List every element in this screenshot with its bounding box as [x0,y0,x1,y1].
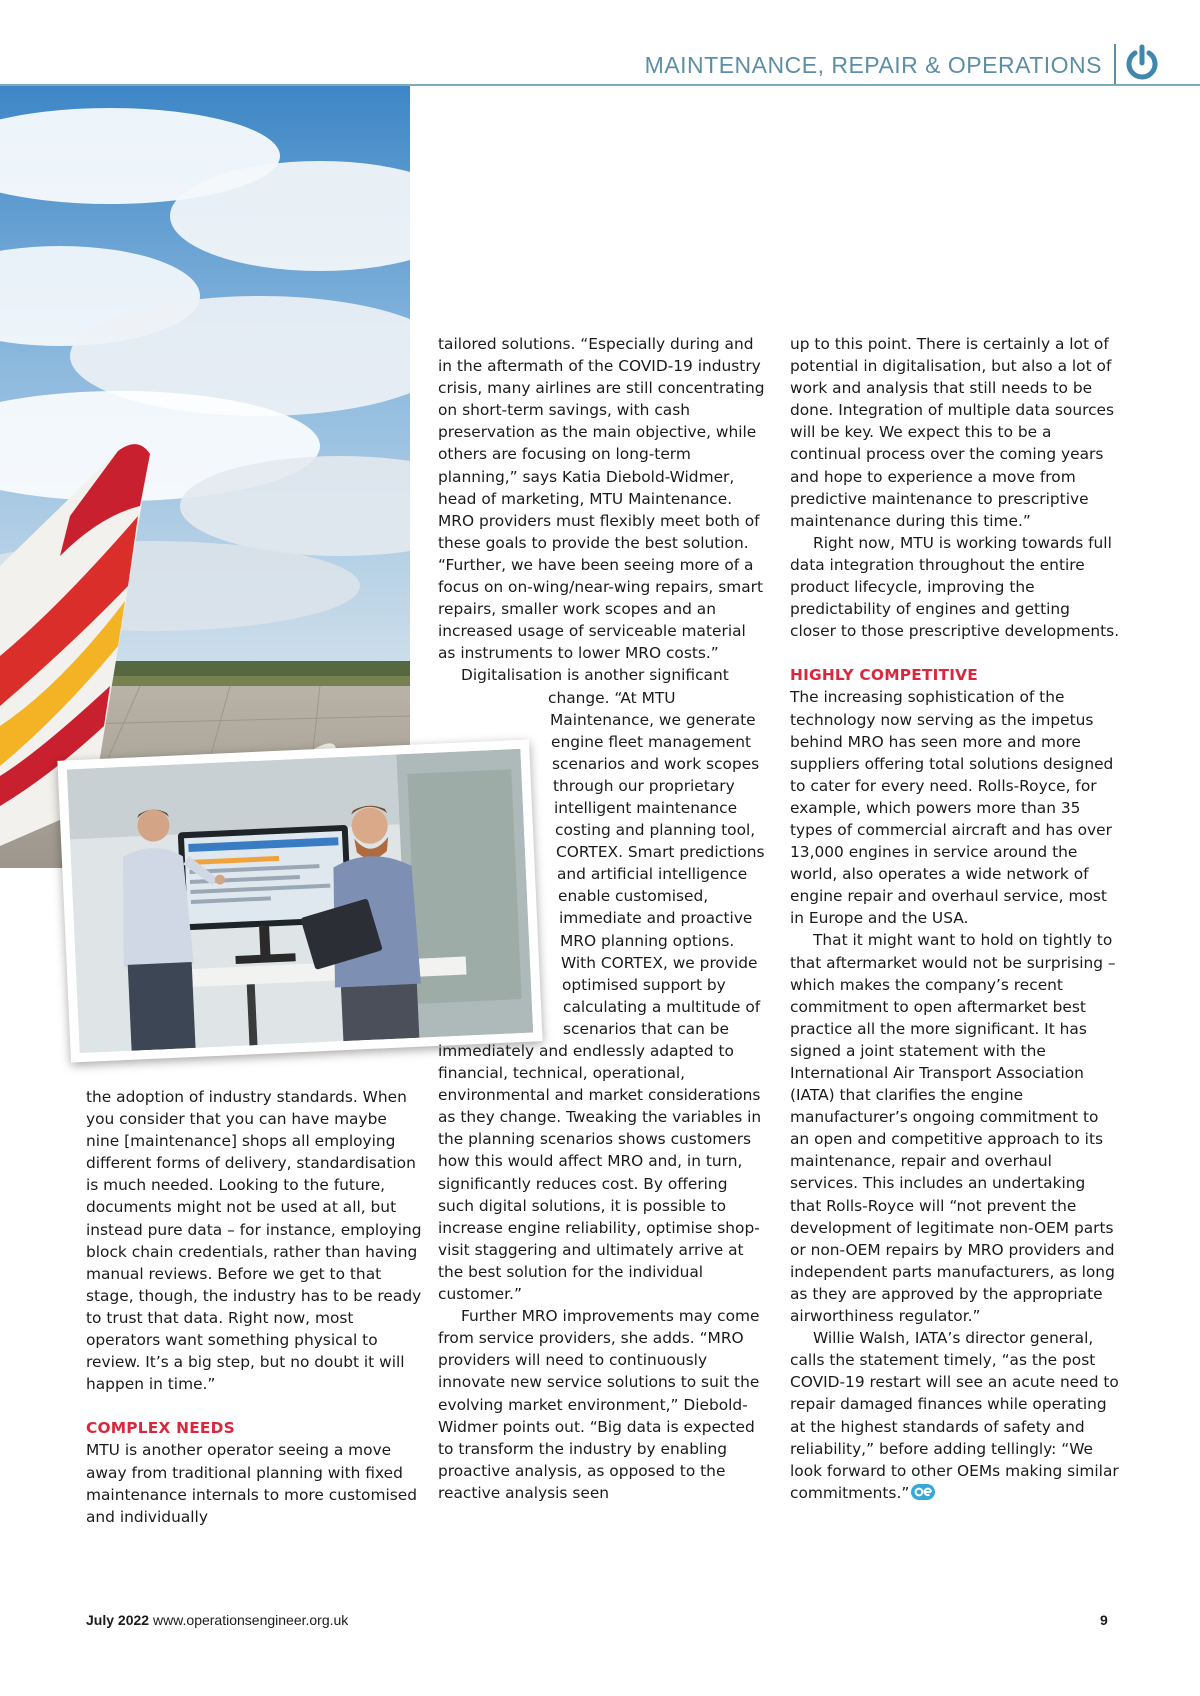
subhead-complex-needs: COMPLEX NEEDS [86,1419,235,1438]
paragraph: The increasing sophistication of the technology now serving as the impetus behind MRO has seen more and more suppliers offering total solutions designed to cater for every need. Rolls-Royce, for example, which powers more than 35 types of commercial aircraft and has over 13,000 engines in service around the world, also operates a wide network of engine repair and overhaul service, most in Europe and the USA. [790,688,1114,928]
paragraph: up to this point. There is certainly a lot of potential in digitalisation, but also a lot of work and analysis that still needs to be done. Integration of multiple data sources will be key. We expect this to be a continual process over the coming years and hope to experience a move from predictive maintenance to prescriptive maintenance during this time.” [790,335,1115,530]
header-divider [1114,44,1116,84]
power-icon [1124,44,1160,82]
article-column-2 [438,333,768,1504]
paragraph: tailored solutions. “Especially during and in the aftermath of the COVID-19 industry crisis, many airlines are still concentrating on short-term savings, with cash preservation as the main objective, while others are focusing on long-term planning,” says Katia Diebold-Widmer, head of marketing, MTU Maintenance. MRO providers must flexibly meet both of these goals to provide the best solution. “Further, we have been seeing more of a focus on on-wing/near-wing repairs, smart repairs, smaller work scopes and an increased usage of serviceable material as instruments to lower MRO costs.” [438,335,765,663]
paragraph: Further MRO improvements may come from service providers, she adds. “MRO providers will need to continuously innovate new service solutions to suit the evolving market environment,” Diebold-Widmer points out. “Big data is expected to transform the industry by enabling proactive analysis, as opposed to the reactive analysis seen [438,1307,760,1502]
paragraph: Digitalisation is another significant change. “At MTU Maintenance, we generate engine fleet management scenarios and work scopes through our proprietary intelligent maintenance costing and planning tool, CORTEX. Smart predictions and artificial intelligence enable customised, immediate and proactive MRO planning options. With CORTEX, we provide optimised support by calculating a multitude of scenarios that can be immediately and endlessly adapted to financial, technical, operational, environmental and market considerations as they change. Tweaking the variables in the planning scenarios shows customers how this would affect MRO and, in turn, significantly reduces cost. By offering such digital solutions, it is possible to increase engine reliability, optimise shop-visit staggering and ultimately arrive at the best solution for the individual customer.” [438,666,765,1304]
paragraph: MTU is another operator seeing a move away from traditional planning with fixed maintenance internals to more customised and individually [86,1441,417,1526]
page-number: 9 [1100,1612,1108,1628]
paragraph: Right now, MTU is working towards full data integration throughout the entire product lifecycle, improving the predictability of engines and getting closer to those prescriptive developments. [790,533,1120,641]
oe-logo-icon [911,1484,935,1500]
article-column-3 [790,333,1120,1504]
section-title: MAINTENANCE, REPAIR & OPERATIONS [644,52,1102,78]
paragraph-last [790,1327,1120,1504]
article-column-1 [86,1086,422,1528]
footer-month: July 2022 [86,1612,150,1628]
paragraph: the adoption of industry standards. When you consider that you can have maybe nine [maintenance] shops all employing different forms of delivery, standardisation is much needed. Looking to the future, documents might not be used at all, but instead pure data – for instance, employing block chain credentials, rather than having manual reviews. Before we get to that stage, though, the industry has to be ready to trust that data. Right now, most operators want something physical to review. It’s a big step, but no doubt it will happen in time.” [86,1088,422,1394]
footer-issue [86,1612,348,1628]
footer-url[interactable]: www.operationsengineer.org.uk [152,1612,349,1628]
paragraph: That it might want to hold on tightly to that aftermarket would not be surprising – which makes the company’s recent commitment to open aftermarket best practice all the more significant. It has signed a joint statement with the International Air Transport Association (IATA) that clarifies the engine manufacturer’s ongoing commitment to an open and competitive approach to its maintenance, repair and overhaul services. This includes an undertaking that Rolls-Royce will “not prevent the development of legitimate non-OEM parts or non-OEM repairs by MRO providers and independent parts manufacturers, as long as they are approved by the appropriate airworthiness regulator.” [790,931,1116,1326]
subhead-highly-competitive: HIGHLY COMPETITIVE [790,666,978,685]
paragraph-text: Willie Walsh, IATA’s director general, calls the statement timely, “as the post COVID-19 restart will see an acute need to repair damaged finances while operating at the highest standards of safety and reliability,” before adding tellingly: “We look forward to other OEMs making similar commitments.” [790,1329,1119,1502]
